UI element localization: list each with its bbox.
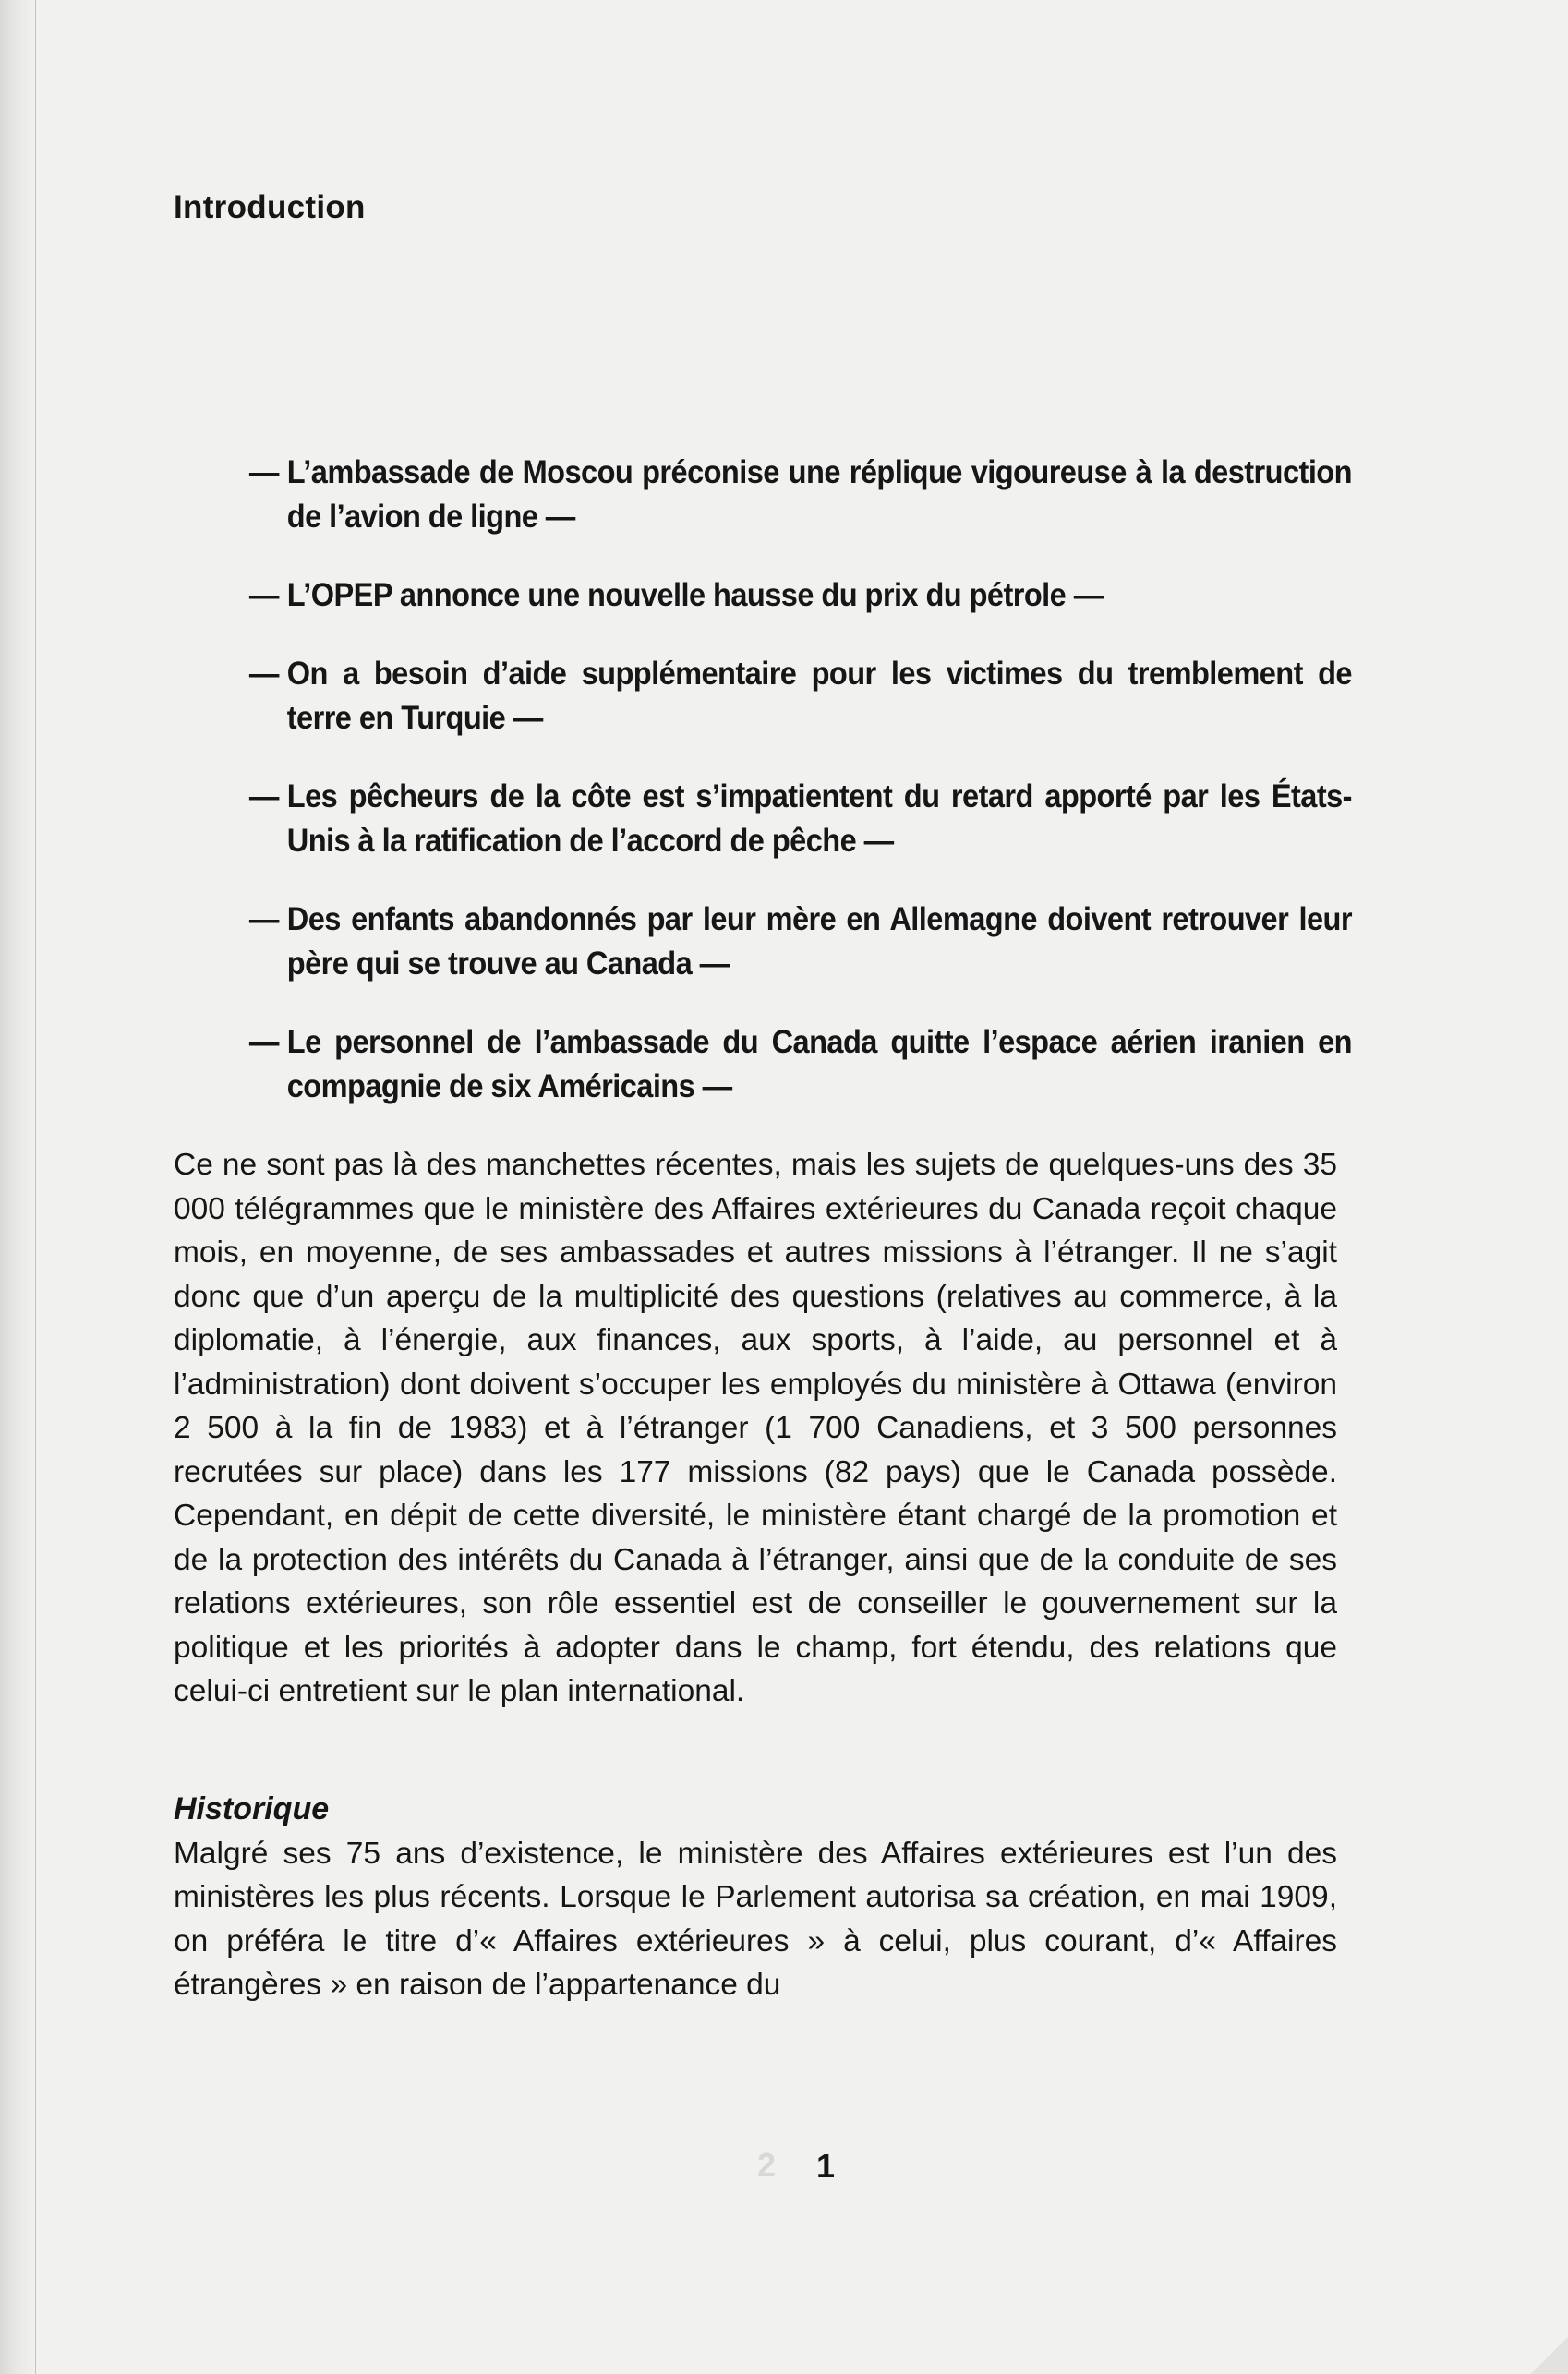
headline-item: [174, 775, 1352, 863]
headline-item: [174, 451, 1352, 539]
subsection-title: Historique: [174, 1790, 330, 1826]
headline-dash: —: [248, 454, 279, 490]
headline-item: [174, 1020, 1352, 1109]
headline-text: L’ambassade de Moscou préconise une réplique vigoureuse à la destruction de l’avion de ligne —: [286, 454, 1352, 535]
section-title: Introduction: [174, 189, 366, 225]
bleed-through-page-number: 2: [757, 2146, 777, 2184]
page-number: 1: [816, 2147, 836, 2185]
page-binding-shadow: [35, 0, 36, 2374]
headline-dash: —: [248, 1024, 279, 1060]
headline-text: Le personnel de l’ambassade du Canada quitte l’espace aérien iranien en compagnie de six Américains —: [286, 1024, 1352, 1104]
headline-item: [174, 573, 1352, 618]
headline-item: [174, 898, 1352, 986]
headline-text: Les pêcheurs de la côte est s’impatientent du retard apporté par les États-Unis à la ratification de l’accord de pêche —: [286, 778, 1352, 859]
headline-dash: —: [248, 901, 279, 937]
headline-dash: —: [248, 778, 279, 814]
headline-dash: —: [248, 656, 279, 692]
page-corner: [1531, 2337, 1568, 2374]
intro-paragraph: Ce ne sont pas là des manchettes récentes, mais les sujets de quelques-uns des 35 000 télégrammes que le ministère des Affaires extérieures du Canada reçoit chaque mois, en moyenne, de ses ambassades et autres missions à l’étranger. Il ne s’agit donc que d’un aperçu de la multiplicité des questions (relatives au commerce, à la diplomatie, à l’énergie, aux finances, aux sports, à l’aide, au personnel et à l’administration) dont doivent s’occuper les employés du ministère à Ottawa (environ 2 500 à la fin de 1983) et à l’étranger (1 700 Canadiens, et 3 500 personnes recrutées sur place) dans les 177 missions (82 pays) que le Canada possède. Cependant, en dépit de cette diversité, le ministère étant chargé de la promotion et de la protection des intérêts du Canada à l’étranger, ainsi que de la conduite de ses relations extérieures, son rôle essentiel est de conseiller le gouvernement sur la politique et les priorités à adopter dans le champ, fort étendu, des relations que celui-ci entretient sur le plan international.: [174, 1148, 1337, 1708]
headline-item: [174, 652, 1352, 741]
headline-list: [174, 451, 1352, 1109]
historique-paragraph: Malgré ses 75 ans d’existence, le ministère des Affaires extérieures est l’un des ministères les plus récents. Lorsque le Parlement autorisa sa création, en mai 1909, on préféra le titre d’« Affaires extérieures » à celui, plus courant, d’« Affaires étrangères » en raison de l’appartenance du: [174, 1836, 1337, 2002]
headline-text: Des enfants abandonnés par leur mère en Allemagne doivent retrouver leur père qui se trouve au Canada —: [286, 901, 1352, 982]
page-binding-edge: [0, 0, 36, 2374]
headline-dash: —: [248, 577, 279, 613]
page-content: [174, 185, 1352, 2007]
headline-text: On a besoin d’aide supplémentaire pour les victimes du tremblement de terre en Turquie —: [286, 656, 1352, 736]
headline-text: L’OPEP annonce une nouvelle hausse du prix du pétrole —: [286, 577, 1104, 613]
